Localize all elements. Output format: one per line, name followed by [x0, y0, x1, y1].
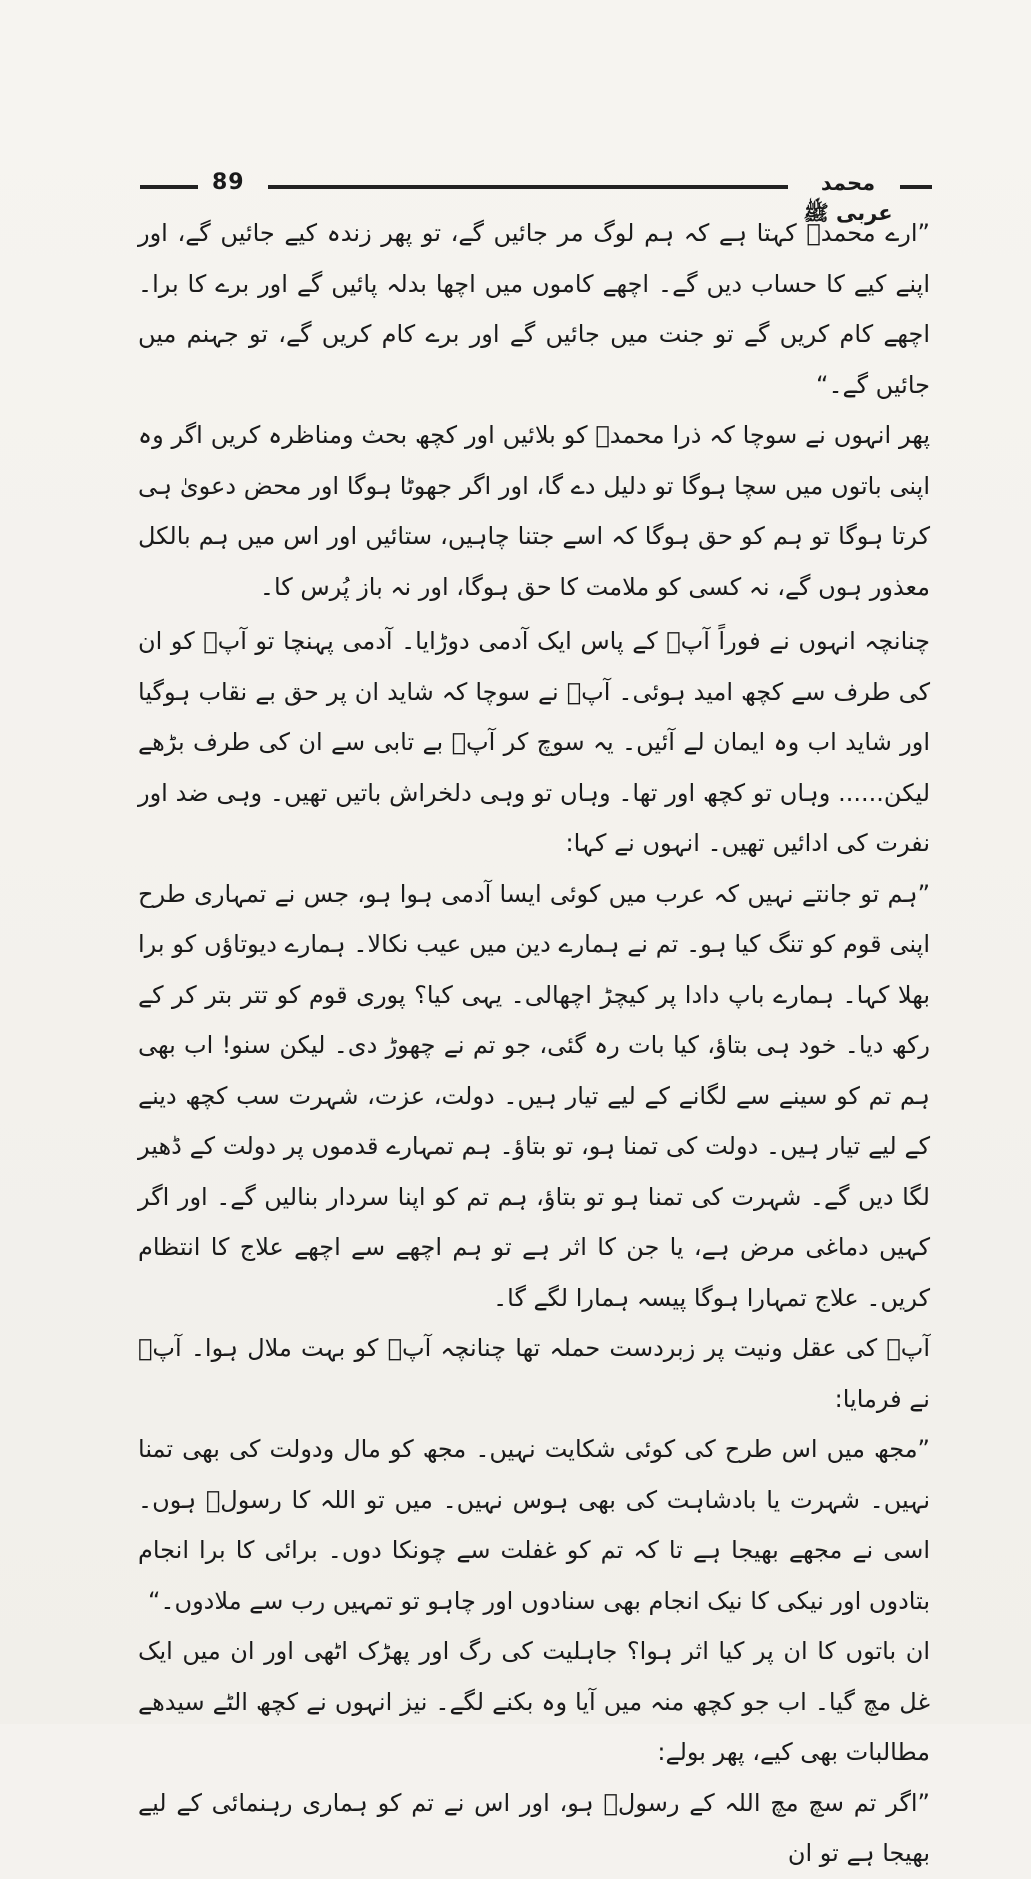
paragraph-debate-plan: پھر انہوں نے سوچا کہ ذرا محمدؐ کو بلائیں اور کچھ بحث ومناظرہ کریں اگر وہ اپنی باتوں میں سچا ہوگا تو دلیل دے گا، اور اگر جھوٹا ہوگا اور محض دعویٰ ہی کرتا ہوگا تو ہم کو حق ہوگا کہ اسے جتنا چاہیں، ستائیں اور اس میں ہم بالکل معذور ہوں گے، نہ کسی کو ملامت کا حق ہوگا، اور نہ باز پُرس کا۔	[138, 421, 930, 601]
header-rule-right	[900, 185, 932, 189]
header-rule-middle	[268, 185, 788, 189]
header-rule-left	[140, 185, 198, 189]
page-header	[140, 168, 930, 225]
page-number: 89	[212, 170, 245, 195]
page-body	[138, 208, 930, 1879]
paragraph-prophet-response-intro: آپؐ کی عقل ونیت پر زبردست حملہ تھا چنانچہ آپؐ کو بہت ملال ہوا۔ آپؐ نے فرمایا:	[138, 1334, 930, 1413]
paragraph-messenger-sent: چنانچہ انہوں نے فوراً آپؐ کے پاس ایک آدمی دوڑایا۔ آدمی پہنچا تو آپؐ کو ان کی طرف سے کچھ امید ہوئی۔ آپؐ نے سوچا کہ شاید ان پر حق بے نقاب ہوگیا اور شاید اب وہ ایمان لے آئیں۔ یہ سوچ کر آپؐ بے تابی سے ان کی طرف بڑھے لیکن...... وہاں تو کچھ اور تھا۔ وہاں تو وہی دلخراش باتیں تھیں۔ وہی ضد اور نفرت کی ادائیں تھیں۔ انہوں نے کہا:	[138, 627, 930, 857]
paragraph-demand: ”اگر تم سچ مچ اللہ کے رسولؐ ہو، اور اس نے تم کو ہماری رہنمائی کے لیے بھیجا ہے تو ان	[138, 1788, 930, 1867]
paragraph-quote-resurrection: ”ارے محمدؐ کہتا ہے کہ ہم لوگ مر جائیں گے، تو پھر زندہ کیے جائیں گے، اور اپنے کیے کا حساب دیں گے۔ اچھے کاموں میں اچھا بدلہ پائیں گے اور برے کا برا۔ اچھے کام کریں گے تو جنت میں جائیں گے اور برے کام کریں گے، تو جہنم میں جائیں گے۔“	[138, 219, 930, 399]
paragraph-prophet-response: ”مجھ میں اس طرح کی کوئی شکایت نہیں۔ مجھ کو مال ودولت کی بھی تمنا نہیں۔ شہرت یا بادشاہت کی بھی ہوس نہیں۔ میں تو اللہ کا رسولؐ ہوں۔ اسی نے مجھے بھیجا ہے تا کہ تم کو غفلت سے چونکا دوں۔ برائی کا برا انجام بتادوں اور نیکی کا نیک انجام بھی سنادوں اور چاہو تو تمہیں رب سے ملادوں۔“	[138, 1435, 930, 1615]
paragraph-reaction: ان باتوں کا ان پر کیا اثر ہوا؟ جاہلیت کی رگ اور پھڑک اٹھی اور ان میں ایک غل مچ گیا۔ اب جو کچھ منہ میں آیا وہ بکنے لگے۔ نیز انہوں نے کچھ الٹے سیدھے مطالبات بھی کیے، پھر بولے:	[138, 1637, 930, 1766]
paragraph-quraysh-offer: ”ہم تو جانتے نہیں کہ عرب میں کوئی ایسا آدمی ہوا ہو، جس نے تمہاری طرح اپنی قوم کو تنگ کیا ہو۔ تم نے ہمارے دین میں عیب نکالا۔ ہمارے دیوتاؤں کو برا بھلا کہا۔ ہمارے باپ دادا پر کیچڑ اچھالی۔ یہی کیا؟ پوری قوم کو تتر بتر کر کے رکھ دیا۔ خود ہی بتاؤ، کیا بات رہ گئی، جو تم نے چھوڑ دی۔ لیکن سنو! اب بھی ہم تم کو سینے سے لگانے کے لیے تیار ہیں۔ دولت، عزت، شہرت سب کچھ دینے کے لیے تیار ہیں۔ دولت کی تمنا ہو، تو بتاؤ۔ ہم تمہارے قدموں پر دولت کے ڈھیر لگا دیں گے۔ شہرت کی تمنا ہو تو بتاؤ، ہم تم کو اپنا سردار بنالیں گے۔ اور اگر کہیں دماغی مرض ہے، یا جن کا اثر ہے تو ہم اچھے سے اچھے علاج کا انتظام کریں۔ علاج تمہارا ہوگا پیسہ ہمارا لگے گا۔	[138, 879, 930, 1312]
running-title: محمد عربی ﷺ	[803, 171, 893, 225]
